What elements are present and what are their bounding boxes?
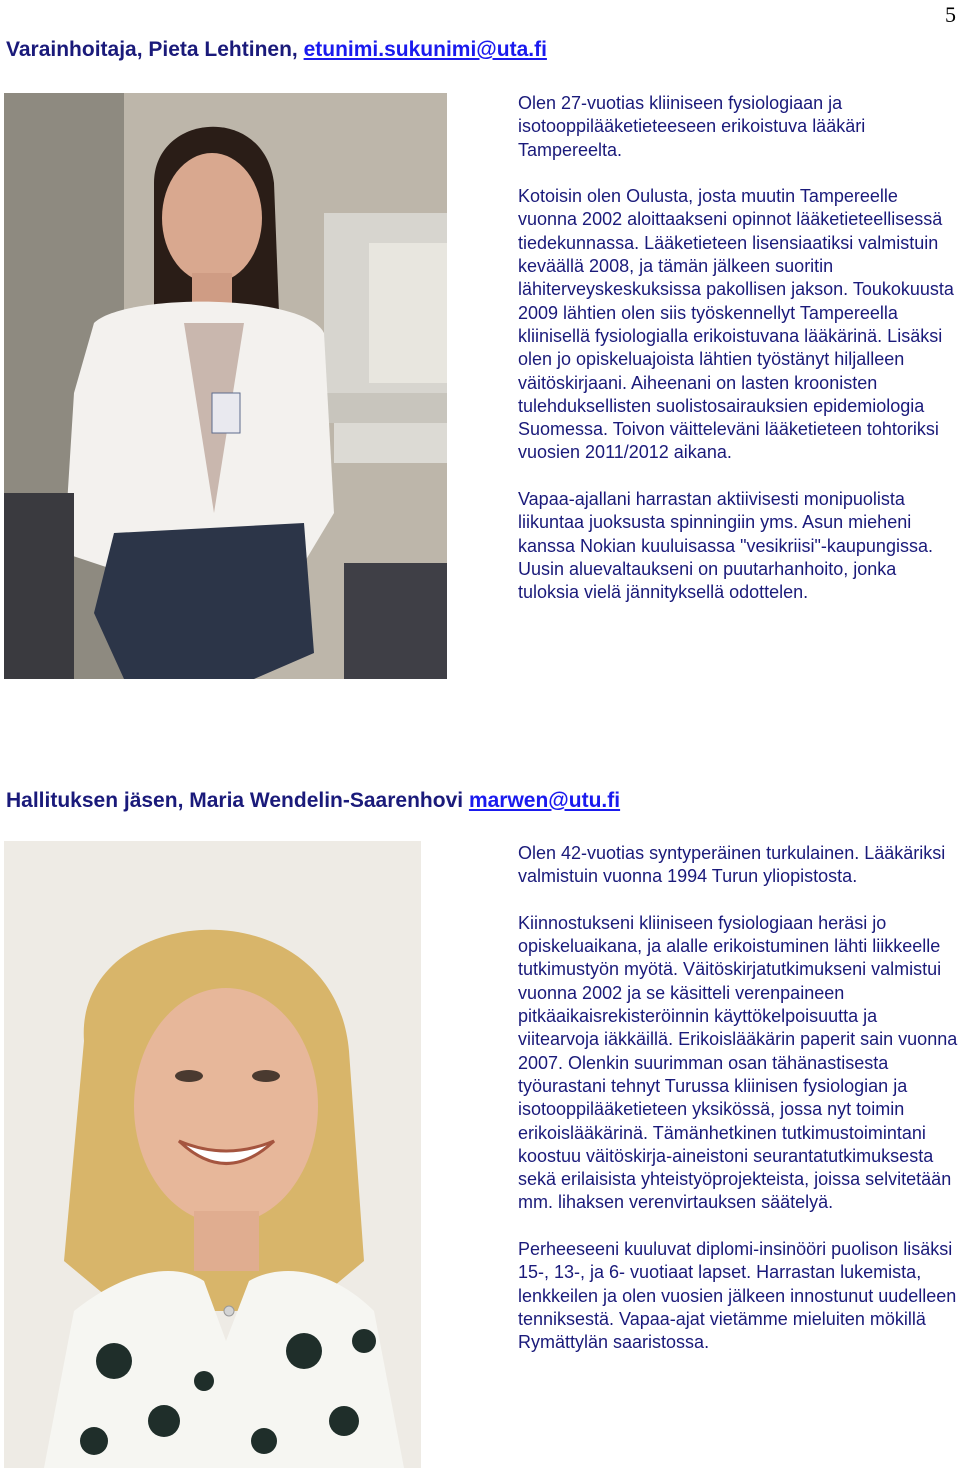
paragraph: Perheeseeni kuuluvat diplomi-insinööri puolison lisäksi 15-, 13-, ja 6- vuotiaat lapset. Harrastan lukemista, lenkkeilen ja olen vuosien jälkeen innostunut uudelleen tenniksestä. Vapaa-ajat vietämme mieluiten mökillä Rymättylän saaristossa. xyxy=(518,1239,957,1353)
portrait-photo-pieta xyxy=(4,93,447,679)
email-link[interactable]: etunimi.sukunimi@uta.fi xyxy=(303,38,547,61)
heading-text: Hallituksen jäsen, Maria Wendelin-Saarenhovi xyxy=(6,789,469,812)
page-number: 5 xyxy=(945,2,956,27)
heading-text: Varainhoitaja, Pieta Lehtinen, xyxy=(6,38,304,61)
paragraph: Olen 27-vuotias kliiniseen fysiologiaan ja isotooppilääketieteeseen erikoistuva lääkäri Tampereelta. xyxy=(518,93,866,160)
section-heading-maria xyxy=(6,789,620,813)
paragraph: Kiinnostukseni kliiniseen fysiologiaan heräsi jo opiskeluaikana, ja alalle erikoistuminen lähti liikkeelle tutkimustyön myötä. Väitöskirjatutkimukseni valmistui vuonna 2002 ja se käsitteli verenpaineen pitkäaikaisrekisteröinnin käyttökelpoisuutta ja viitearvoja iäkkäillä. Erikoislääkärin paperit sain vuonna 2007. Olenkin suurimman osan tähänastisesta työurastani tehnyt Turussa kliinisen fysiologian ja isotooppilääketieteen yksikössä, jossa nyt toimin erikoislääkärinä. Tämänhetkinen tutkimustoimintani koostuu väitöskirja-aineistoni seurantatutkimuksesta sekä erilaisista yhteistyöprojekteista, joissa selvitetään mm. lihaksen verenvirtauksen säätelyä. xyxy=(518,912,958,1213)
paragraph: Kotoisin olen Oulusta, josta muutin Tampereelle vuonna 2002 aloittaakseni opinnot lääketieteellisessä tiedekunnassa. Lääketieteen lisensiaatiksi valmistuin keväällä 2008, ja tämän jälkeen suoritin lähiterveyskeskuksissa pakollisen jakson. Toukokuusta 2009 lähtien olen siis työskennellyt Tampereella kliinisellä fysiologialla erikoistuvana lääkärinä. Lisäksi olen jo opiskeluajoista lähtien työstänyt hiljalleen väitöskirjaani. Aiheenani on lasten kroonisten tulehduksellisten suolistosairauksien epidemiologia Suomessa. Toivon väitteleväni lääketieteen tohtoriksi vuosien 2011/2012 aikana. xyxy=(518,186,954,463)
paragraph: Vapaa-ajallani harrastan aktiivisesti monipuolista liikuntaa juoksusta spinningiin yms. Asun mieheni kanssa Nokian kuuluisassa "vesikriisi"-kaupungissa. Uusin aluevaltaukseni on puutarhanhoito, jonka tuloksia vielä jännityksellä odottelen. xyxy=(518,489,933,603)
section-text-maria xyxy=(518,842,960,1378)
section-heading-pieta xyxy=(6,38,547,62)
email-link[interactable]: marwen@utu.fi xyxy=(468,789,621,812)
paragraph: Olen 42-vuotias syntyperäinen turkulainen. Lääkäriksi valmistuin vuonna 1994 Turun yliopistosta. xyxy=(518,843,946,887)
section-text-pieta xyxy=(518,92,960,628)
portrait-photo-maria xyxy=(4,841,421,1468)
